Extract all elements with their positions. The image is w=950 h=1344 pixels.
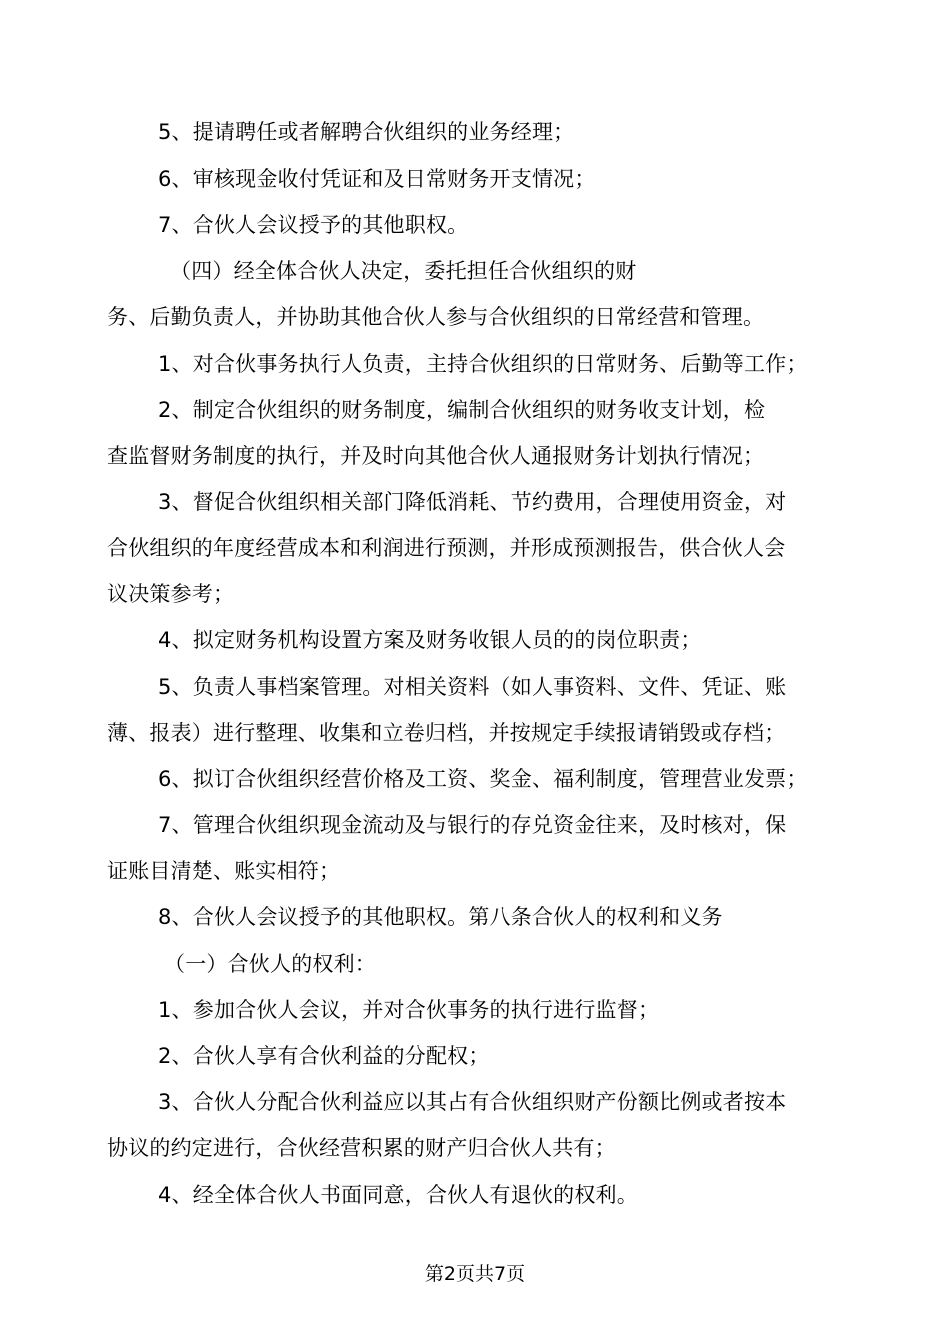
text-line-3: 7、合伙人会议授予的其他职权。 (158, 213, 469, 237)
text-line-21: 2、合伙人享有合伙利益的分配权； (158, 1044, 490, 1068)
text-line-10: 合伙组织的年度经营成本和利润进行预测，并形成预测报告，供合伙人会 (107, 536, 786, 560)
text-line-8: 查监督财务制度的执行，并及时向其他合伙人通报财务计划执行情况； (107, 444, 765, 468)
text-line-4: （四）经全体合伙人决定，委托担任合伙组织的财 (170, 259, 637, 283)
text-line-2: 6、审核现金收付凭证和及日常财务开支情况； (158, 167, 596, 191)
text-line-18: 8、合伙人会议授予的其他职权。第八条合伙人的权利和义务 (158, 905, 723, 929)
text-line-13: 5、负责人事档案管理。对相关资料（如人事资料、文件、凭证、账 (158, 675, 787, 699)
text-line-20: 1、参加合伙人会议，并对合伙事务的执行进行监督； (158, 998, 660, 1022)
text-line-23: 协议的约定进行，合伙经营积累的财产归合伙人共有； (107, 1136, 616, 1160)
text-line-22: 3、合伙人分配合伙利益应以其占有合伙组织财产份额比例或者按本 (158, 1090, 787, 1114)
text-line-19: （一）合伙人的权利： (164, 952, 376, 976)
text-line-11: 议决策参考； (107, 582, 235, 606)
text-line-5: 务、后勤负责人，并协助其他合伙人参与合伙组织的日常经营和管理。 (107, 305, 765, 329)
text-line-15: 6、拟订合伙组织经营价格及工资、奖金、福利制度，管理营业发票； (158, 767, 808, 791)
text-line-9: 3、督促合伙组织相关部门降低消耗、节约费用，合理使用资金，对 (158, 490, 787, 514)
text-line-6: 1、对合伙事务执行人负责，主持合伙组织的日常财务、后勤等工作； (158, 352, 808, 376)
text-line-16: 7、管理合伙组织现金流动及与银行的存兑资金往来，及时核对，保 (158, 813, 787, 837)
text-line-7: 2、制定合伙组织的财务制度，编制合伙组织的财务收支计划，检 (158, 398, 766, 422)
text-line-12: 4、拟定财务机构设置方案及财务收银人员的的岗位职责； (158, 628, 702, 652)
text-line-14: 薄、报表）进行整理、收集和立卷归档，并按规定手续报请销毁或存档； (107, 721, 786, 745)
text-line-17: 证账目清楚、账实相符； (107, 859, 341, 883)
text-line-1: 5、提请聘任或者解聘合伙组织的业务经理； (158, 120, 575, 144)
page-number-footer: 第2页共7页 (424, 1263, 526, 1285)
text-line-24: 4、经全体合伙人书面同意，合伙人有退伙的权利。 (158, 1183, 638, 1207)
